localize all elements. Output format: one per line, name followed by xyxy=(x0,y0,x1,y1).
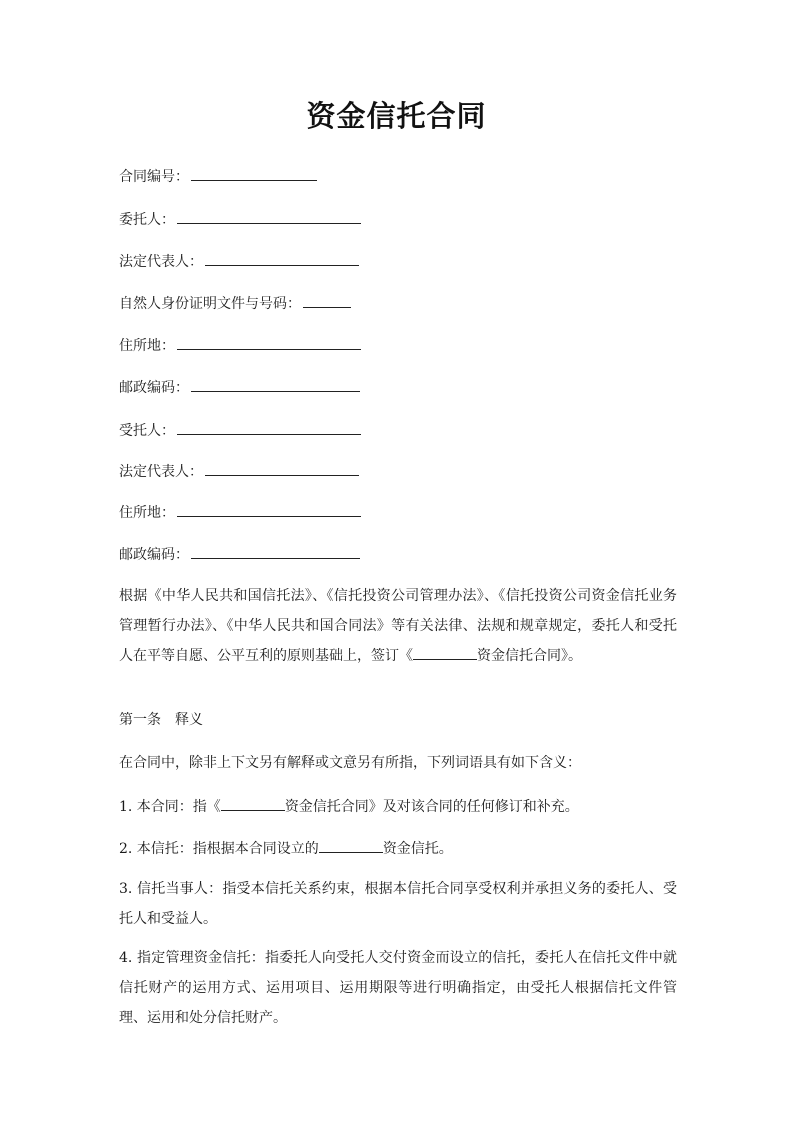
field-trustor-address xyxy=(119,335,361,356)
contract-number-blank[interactable] xyxy=(191,166,317,181)
field-label: 合同编号： xyxy=(119,169,189,185)
item2-text-end: 资金信托。 xyxy=(382,841,453,857)
item1-text-end: 资金信托合同》及对该合同的任何修订和补充。 xyxy=(284,799,579,815)
definition-item-3: 3. 信托当事人：指受本信托关系约束，根据本信托合同享受权利并承担义务的委托人、受托人和受益人。 xyxy=(119,881,677,927)
item1-text: 1. 本合同：指《 xyxy=(119,799,221,815)
trustee-legal-rep-blank[interactable] xyxy=(205,461,359,476)
item2-blank[interactable] xyxy=(319,838,383,853)
field-label: 法定代表人： xyxy=(119,464,203,480)
preamble-text-end: 资金信托合同》。 xyxy=(477,648,582,664)
id-document-blank[interactable] xyxy=(303,293,351,308)
field-trustor-legal-rep xyxy=(119,251,359,272)
trustee-blank[interactable] xyxy=(177,420,361,435)
field-label: 自然人身份证明文件与号码： xyxy=(119,296,301,312)
field-trustee xyxy=(119,420,361,441)
definition-item-1 xyxy=(119,796,579,817)
preamble-text: 根据《中华人民共和国信托法》、《信托投资公司管理办法》、《信托投资公司资金信托业务管理暂行办法》、《中华人民共和国合同法》等有关法律、法规和规章规定，委托人和受托人在平等自愿、公平互利的原则基础上，签订《 xyxy=(119,588,677,664)
trustee-address-blank[interactable] xyxy=(177,502,361,517)
field-trustee-address xyxy=(119,502,361,523)
field-label: 邮政编码： xyxy=(119,547,189,563)
article-1-heading: 第一条 释义 xyxy=(119,712,203,728)
field-trustee-postcode xyxy=(119,544,360,565)
trustor-legal-rep-blank[interactable] xyxy=(205,251,359,266)
field-trustor xyxy=(119,209,361,230)
trustor-postcode-blank[interactable] xyxy=(191,377,360,392)
definition-item-2 xyxy=(119,838,453,859)
preamble-blank[interactable] xyxy=(413,645,477,660)
definition-item-4: 4. 指定管理资金信托：指委托人向受托人交付资金而设立的信托，委托人在信托文件中就信托财产的运用方式、运用项目、运用期限等进行明确指定，由受托人根据信托文件管理、运用和处分信托财产。 xyxy=(119,950,677,1026)
trustor-address-blank[interactable] xyxy=(177,335,361,350)
field-label: 受托人： xyxy=(119,423,175,439)
article-1-intro: 在合同中，除非上下文另有解释或文意另有所指，下列词语具有如下含义： xyxy=(119,755,581,771)
trustee-postcode-blank[interactable] xyxy=(191,544,360,559)
field-trustor-postcode xyxy=(119,377,360,398)
document-title: 资金信托合同 xyxy=(306,99,487,133)
field-label: 委托人： xyxy=(119,212,175,228)
trustor-blank[interactable] xyxy=(177,209,361,224)
field-label: 法定代表人： xyxy=(119,254,203,270)
field-label: 住所地： xyxy=(119,338,175,354)
field-id-document xyxy=(119,293,351,314)
preamble-paragraph xyxy=(119,581,677,671)
item2-text: 2. 本信托：指根据本合同设立的 xyxy=(119,841,319,857)
field-label: 邮政编码： xyxy=(119,380,189,396)
field-label: 住所地： xyxy=(119,505,175,521)
field-contract-number xyxy=(119,166,317,187)
item1-blank[interactable] xyxy=(221,796,285,811)
field-trustee-legal-rep xyxy=(119,461,359,482)
